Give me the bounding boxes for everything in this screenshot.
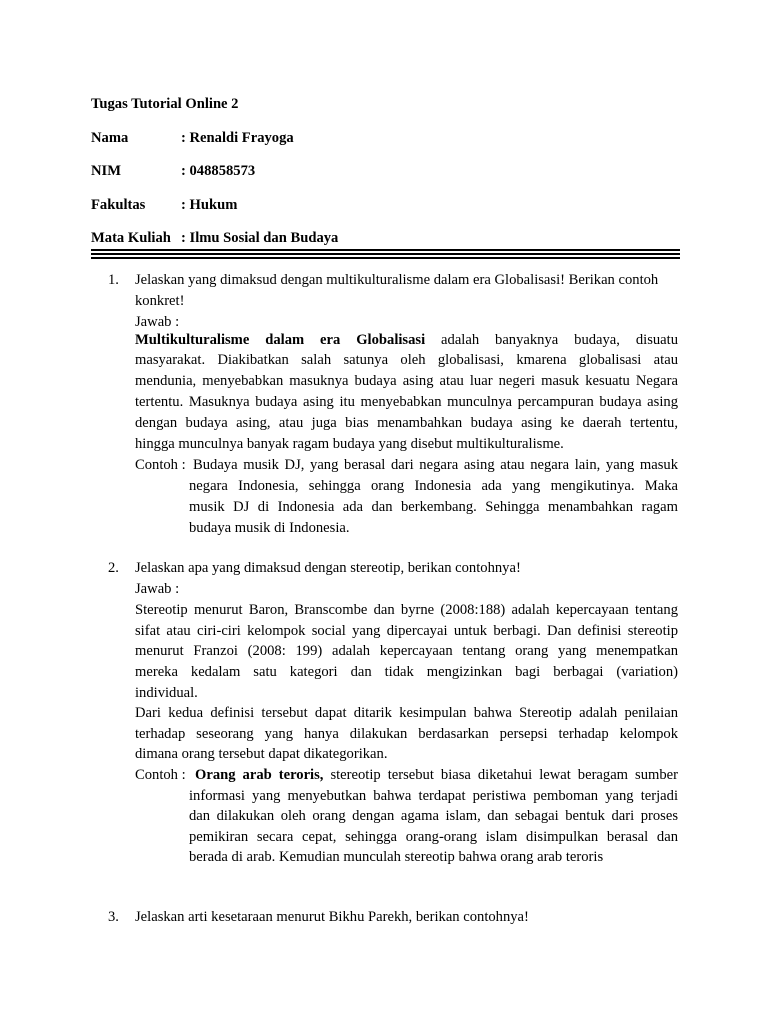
- example-line: pemikiran secara cepat, sehingga orang-orang islam disimpulkan berasal dan: [189, 829, 678, 845]
- question-number: 2.: [108, 560, 119, 576]
- answer-line: mereka kedalam satu kategori dan tidak mengizinkan bagi berbagai (variation): [135, 664, 678, 680]
- field-nim: [91, 162, 255, 180]
- example-text: stereotip tersebut biasa diketahui lewat beragam sumber: [330, 767, 679, 783]
- field-mata-kuliah: [91, 229, 338, 247]
- field-label: NIM: [91, 163, 121, 179]
- answer-line: Dari kedua definisi tersebut dapat ditarik kesimpulan bahwa Stereotip adalah penilaian: [135, 705, 678, 721]
- answer-line: sifat atau ciri-ciri kelompok social yang dipercayai untuk berbagi. Dan definisi stereotip: [135, 623, 678, 639]
- answer-label: Jawab :: [135, 314, 180, 330]
- answer-line: [135, 330, 678, 350]
- answer-label: Jawab :: [135, 581, 180, 597]
- field-value: : Hukum: [181, 197, 238, 213]
- question-number: 1.: [108, 272, 119, 288]
- example-line: berada di arab. Kemudian munculah stereotip bahwa orang arab teroris: [189, 849, 604, 865]
- field-nama: [91, 129, 294, 147]
- example-line: informasi yang menyebutkan bahwa terdapat peristiwa pemboman yang terjadi: [189, 788, 678, 804]
- example-label: Contoh :: [135, 457, 186, 473]
- question-number: 3.: [108, 909, 119, 925]
- bold-term: Multikulturalisme dalam era Globalisasi: [135, 332, 426, 348]
- example-line: musik DJ di Indonesia ada dan berkembang. Sehingga menambahkan ragam: [189, 499, 678, 515]
- field-value: : 048858573: [181, 163, 256, 179]
- divider-line: [91, 257, 680, 259]
- divider-line: [91, 249, 680, 251]
- answer-line: hingga munculnya banyak ragam budaya yang disebut multikulturalisme.: [135, 436, 564, 452]
- divider-line: [91, 253, 680, 255]
- answer-line: terhadap seseorang yang hanya dilakukan berdasarkan persepsi terhadap kelompok: [135, 726, 678, 742]
- answer-line: menurut Franzoi (2008: 199) adalah kepercayaan tentang orang yang menempatkan: [135, 643, 678, 659]
- question-text: Jelaskan arti kesetaraan menurut Bikhu Parekh, berikan contohnya!: [135, 909, 529, 925]
- field-label: Mata Kuliah: [91, 230, 171, 246]
- example-line: [195, 765, 678, 785]
- example-line: Budaya musik DJ, yang berasal dari negara asing atau negara lain, yang masuk: [193, 457, 678, 473]
- field-label: Fakultas: [91, 197, 146, 213]
- example-line: negara Indonesia, sehingga orang Indonesia ada yang mengikutinya. Maka: [189, 478, 678, 494]
- example-line: dan dilakukan oleh orang dengan agama islam, dan sebagai bentuk dari proses: [189, 808, 678, 824]
- question-text: konkret!: [135, 293, 185, 309]
- answer-line: mendunia, menyebabkan masuknya budaya asing atau luar negeri masuk kesuatu Negara: [135, 373, 678, 389]
- question-text: Jelaskan apa yang dimaksud dengan stereotip, berikan contohnya!: [135, 560, 521, 576]
- field-value: : Ilmu Sosial dan Budaya: [181, 230, 339, 246]
- bold-term: Orang arab teroris,: [195, 767, 324, 783]
- answer-line: Stereotip menurut Baron, Branscombe dan byrne (2008:188) adalah kepercayaan tentang: [135, 602, 678, 618]
- question-text: Jelaskan yang dimaksud dengan multikulturalisme dalam era Globalisasi! Berikan contoh: [135, 272, 659, 288]
- field-value: : Renaldi Frayoga: [181, 130, 294, 146]
- document-title: Tugas Tutorial Online 2: [91, 96, 239, 112]
- answer-text: adalah banyaknya budaya, disuatu: [441, 332, 678, 348]
- field-fakultas: [91, 196, 237, 214]
- answer-line: tertentu. Masuknya budaya asing itu menyebabkan munculnya percampuran budaya asing: [135, 394, 678, 410]
- answer-line: masyarakat. Diakibatkan salah satunya oleh globalisasi, kmarena globalisasi atau: [135, 352, 678, 368]
- field-label: Nama: [91, 130, 129, 146]
- example-label: Contoh :: [135, 767, 186, 783]
- answer-line: dengan budaya asing, atau juga bias menambahkan budaya asing ke daerah tertentu,: [135, 415, 678, 431]
- answer-line: dimana orang tersebut dapat dikategorikan.: [135, 746, 388, 762]
- example-line: budaya musik di Indonesia.: [189, 520, 350, 536]
- answer-line: individual.: [135, 685, 198, 701]
